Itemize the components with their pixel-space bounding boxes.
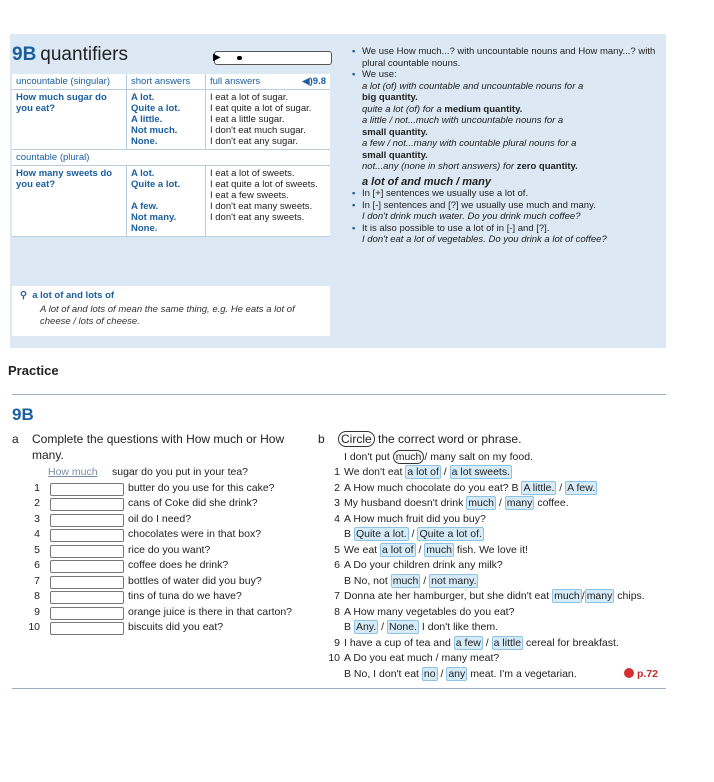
exercise-a	[12, 432, 312, 636]
rules-subheading: a lot of and much / many	[362, 175, 491, 188]
list-item	[318, 512, 678, 528]
arrow-icon	[624, 668, 634, 678]
option[interactable]: None.	[388, 621, 417, 633]
item-number: 2	[334, 481, 340, 494]
option[interactable]: no	[423, 667, 436, 680]
option[interactable]: much	[392, 574, 419, 587]
full-answer: I eat quite a lot of sugar.	[210, 103, 312, 114]
list-item	[12, 481, 312, 497]
full-answer: I don't eat any sweets.	[210, 212, 305, 223]
answer-input[interactable]	[50, 591, 124, 604]
list-item: 5 We eat a lot of / much fish. We love it!	[318, 543, 678, 559]
exercise-letter: b	[318, 432, 325, 446]
audio-ref[interactable]: 9.8	[312, 76, 326, 87]
grammar-table	[12, 74, 330, 237]
grammar-title	[12, 44, 128, 66]
item-text: rice do you want?	[128, 543, 211, 556]
table-header-row	[12, 74, 330, 90]
answer-input[interactable]	[50, 498, 124, 511]
example-row	[318, 450, 678, 466]
list-item: 2 A How much chocolate do you eat? B A little. / A few.	[318, 481, 678, 497]
topic-title: quantifiers	[40, 44, 128, 65]
item-number: 6	[334, 559, 340, 571]
item-text: We don't eat	[344, 466, 403, 478]
example-text: / many salt on my food.	[424, 450, 533, 463]
option[interactable]: a lot of	[407, 466, 439, 478]
item-number: 5	[334, 543, 340, 556]
list-item	[318, 651, 678, 667]
note-heading	[20, 290, 114, 302]
rule-detail-bold: medium quantity.	[444, 103, 523, 115]
table-row	[12, 166, 330, 237]
short-answer: A lot.	[131, 92, 155, 103]
rule-detail-bold: zero quantity.	[516, 161, 578, 172]
item-text: A Do you eat much / many meat?	[344, 652, 500, 664]
item-number: 9	[334, 636, 340, 649]
answer-input[interactable]	[50, 576, 124, 589]
countable-header: countable (plural)	[12, 150, 330, 166]
uncountable-question: How much sugar do you eat?	[12, 90, 127, 150]
option[interactable]: a little	[493, 636, 522, 649]
item-number: 6	[34, 559, 40, 571]
header-full	[206, 74, 331, 90]
audio-player[interactable]	[214, 51, 332, 65]
list-item	[12, 512, 312, 528]
list-item	[12, 605, 312, 621]
grammar-panel	[10, 34, 666, 348]
list-item	[12, 527, 312, 543]
item-text: B No, not	[344, 574, 388, 587]
list-item: 3 My husband doesn't drink much / many coffee.	[318, 496, 678, 512]
header-full-label: full answers	[210, 76, 261, 87]
grammar-rules	[350, 46, 662, 246]
short-answer: A lot.	[131, 168, 155, 179]
item-number: 4	[34, 528, 40, 540]
option[interactable]: many	[586, 590, 613, 602]
short-answer: Quite a lot.	[131, 103, 181, 114]
list-item	[12, 589, 312, 605]
list-item	[12, 543, 312, 559]
item-text: tins of tuna do we have?	[128, 590, 242, 602]
note-heading-text: a lot of and lots of	[32, 290, 115, 301]
option[interactable]: much	[468, 497, 494, 509]
item-text: I don't like them.	[421, 621, 499, 633]
item-text: orange juice is there in that carton?	[128, 605, 293, 618]
uncountable-full-answers	[206, 90, 331, 150]
exercise-letter: a	[12, 432, 19, 446]
full-answer: I don't eat much sugar.	[210, 125, 306, 136]
full-answer: I don't eat any sugar.	[210, 136, 298, 147]
answer-input[interactable]	[50, 529, 124, 542]
list-item	[12, 574, 312, 590]
item-number: 8	[34, 590, 40, 602]
item-text: chocolates were in that box?	[128, 528, 262, 540]
answer-input[interactable]	[50, 607, 124, 620]
option[interactable]: any	[448, 667, 466, 680]
table-row	[12, 150, 330, 166]
list-item	[12, 620, 312, 636]
option[interactable]: a few	[455, 636, 481, 649]
rule-detail: not...any (none in short answers) for	[362, 161, 515, 172]
item-text: A Do your children drink any milk?	[344, 559, 503, 571]
item-text: butter do you use for this cake?	[128, 481, 275, 494]
magnifier-icon: ⚲	[20, 290, 27, 301]
full-answer: I eat a few sweets.	[210, 190, 289, 201]
item-number: 2	[34, 497, 40, 509]
option[interactable]: a lot sweets.	[451, 466, 511, 478]
option[interactable]: many	[506, 497, 533, 509]
circle-word: Circle	[338, 431, 375, 447]
rule-detail: quite a lot (of) for a	[362, 103, 442, 115]
header-short: short answers	[127, 74, 206, 90]
item-number: 10	[328, 652, 340, 664]
rule-detail-bold: small quantity.	[362, 126, 428, 138]
full-answer: I eat quite a lot of sweets.	[210, 179, 318, 190]
item-text: My husband doesn't drink	[344, 497, 464, 509]
play-icon[interactable]: ▶	[213, 52, 221, 63]
item-text: meat. I'm a vegetarian.	[470, 667, 577, 680]
list-item: 9 I have a cup of tea and a few / a little cereal for breakfast.	[318, 636, 678, 652]
rule-detail: a little / not...much with uncountable nouns for a	[362, 115, 564, 126]
item-text: B	[344, 528, 352, 540]
exercise-b-instruction	[318, 432, 678, 448]
unit-label: 9B	[12, 44, 37, 65]
item-number: 7	[334, 590, 340, 602]
note-box	[12, 286, 330, 336]
rule-detail-bold: big quantity.	[362, 92, 418, 103]
rule-detail: a lot (of) with countable and uncountable nouns for a	[362, 80, 584, 92]
instruction-text: the correct word or phrase.	[378, 432, 522, 446]
short-answer: Quite a lot.	[131, 179, 181, 190]
countable-full-answers	[206, 166, 331, 237]
answer-input[interactable]	[50, 560, 124, 573]
item-text: fish. We love it!	[456, 543, 528, 556]
rule-detail-bold: small quantity.	[362, 149, 428, 161]
exercise-a-items	[12, 481, 312, 636]
item-text: oil do I need?	[128, 512, 192, 525]
answer-input[interactable]	[50, 622, 124, 635]
list-item: B Quite a lot. / Quite a lot of.	[344, 528, 482, 540]
item-number: 1	[34, 481, 40, 494]
answer-input[interactable]	[50, 483, 124, 496]
item-number: 5	[34, 543, 40, 556]
option[interactable]: Quite a lot of.	[419, 528, 482, 540]
full-answer: I don't eat many sweets.	[210, 201, 313, 212]
note-body: A lot of and lots of mean the same thing, e.g. He eats a lot of cheese / lots of cheese.	[40, 304, 295, 327]
item-number: 3	[34, 512, 40, 525]
example-answer: How much	[48, 466, 98, 478]
rule-example: I don't eat a lot of vegetables. Do you drink a lot of coffee?	[362, 234, 607, 245]
item-text: Donna ate her hamburger, but she didn't eat	[344, 590, 550, 602]
option[interactable]: a lot of	[382, 543, 414, 556]
full-answer: I eat a little sugar.	[210, 114, 285, 125]
short-answer: A little.	[131, 114, 163, 125]
rule-item: • In [+] sentences we usually use a lot of.	[350, 188, 662, 200]
page-reference-text[interactable]: p.72	[637, 667, 659, 680]
rule-example: I don't drink much water. Do you drink much coffee?	[362, 211, 581, 222]
table-row	[12, 90, 330, 150]
item-text: coffee.	[537, 497, 569, 509]
rule-detail: a few / not...many with countable plural nouns for a	[362, 138, 577, 149]
rule-item: • We use How much...? with uncountable nouns and How many...? with plural countable nouns.	[350, 46, 662, 69]
item-text: B No, I don't eat	[344, 667, 419, 680]
list-item	[12, 496, 312, 512]
item-number: 1	[334, 466, 340, 478]
circled-answer: much	[393, 450, 425, 464]
short-answer: Not many.	[131, 212, 177, 223]
list-item: B No, I don't eat no / any meat. I'm a vegetarian. p.72	[318, 667, 678, 683]
option[interactable]: Any.	[355, 621, 377, 633]
short-answer: None.	[131, 223, 158, 234]
uncountable-short-answers	[127, 90, 206, 150]
rule-item: • It is also possible to use a lot of in [-] and [?].	[350, 223, 662, 235]
list-item: 1 We don't eat a lot of / a lot sweets.	[318, 465, 678, 481]
item-number: 7	[34, 574, 40, 587]
item-text: biscuits did you eat?	[128, 621, 224, 633]
rule-item: • In [-] sentences and [?] we usually use much and many.	[350, 200, 662, 212]
list-item	[12, 558, 312, 574]
audio-progress[interactable]	[237, 56, 242, 60]
short-answer: A few.	[131, 201, 159, 212]
full-answer: I eat a lot of sugar.	[210, 92, 289, 103]
section-title: 9B	[12, 405, 34, 424]
countable-short-answers	[127, 166, 206, 237]
divider	[12, 394, 666, 395]
item-number: 10	[28, 621, 40, 633]
item-text: I have a cup of tea and	[344, 636, 451, 649]
item-number: 8	[334, 605, 340, 618]
header-uncountable: uncountable (singular)	[12, 74, 127, 90]
list-item: B Any. / None. I don't like them.	[344, 621, 499, 633]
practice-heading: Practice	[8, 363, 59, 378]
full-answer: I eat a lot of sweets.	[210, 168, 295, 179]
item-text: A How much fruit did you buy?	[344, 512, 486, 525]
item-text: cans of Coke did she drink?	[128, 497, 258, 509]
item-number: 9	[34, 605, 40, 618]
item-text: cereal for breakfast.	[526, 636, 619, 649]
instruction-text: Complete the questions with How much or How many.	[32, 432, 285, 462]
answer-input[interactable]	[50, 514, 124, 527]
option[interactable]: Quite a lot.	[355, 528, 407, 540]
item-text: A How many vegetables do you eat?	[344, 605, 515, 618]
countable-question: How many sweets do you eat?	[12, 166, 127, 237]
short-answer: Not much.	[131, 125, 178, 136]
option[interactable]: A little.	[523, 481, 555, 494]
list-item: 7 Donna ate her hamburger, but she didn't eat much / many chips.	[318, 589, 678, 605]
item-text: A How much chocolate do you eat? B	[344, 481, 519, 494]
short-answer: None.	[131, 136, 158, 147]
divider	[12, 688, 666, 689]
list-item	[318, 558, 678, 574]
audio-icon[interactable]: ◀)9.8	[302, 76, 326, 87]
option[interactable]: not many.	[431, 574, 477, 587]
page-reference[interactable]	[624, 667, 658, 683]
example-row	[12, 465, 312, 481]
rule-item: • We use:	[350, 69, 662, 81]
item-text: B	[344, 621, 352, 633]
item-number: 4	[334, 512, 340, 525]
list-item	[318, 605, 678, 621]
item-text: coffee does he drink?	[128, 559, 229, 571]
item-text: bottles of water did you buy?	[128, 574, 262, 587]
item-text: chips.	[617, 590, 645, 602]
example-text: sugar do you put in your tea?	[112, 466, 249, 478]
item-text: We eat	[344, 543, 378, 556]
answer-input[interactable]	[50, 545, 124, 558]
option[interactable]: A few.	[567, 481, 596, 494]
list-item: B No, not much / not many.	[344, 574, 477, 587]
example-text: I don't put	[344, 450, 390, 463]
exercise-b	[318, 432, 678, 682]
option[interactable]: much	[426, 543, 452, 556]
exercise-a-instruction	[12, 432, 312, 463]
item-number: 3	[334, 497, 340, 509]
option[interactable]: much	[554, 590, 580, 602]
